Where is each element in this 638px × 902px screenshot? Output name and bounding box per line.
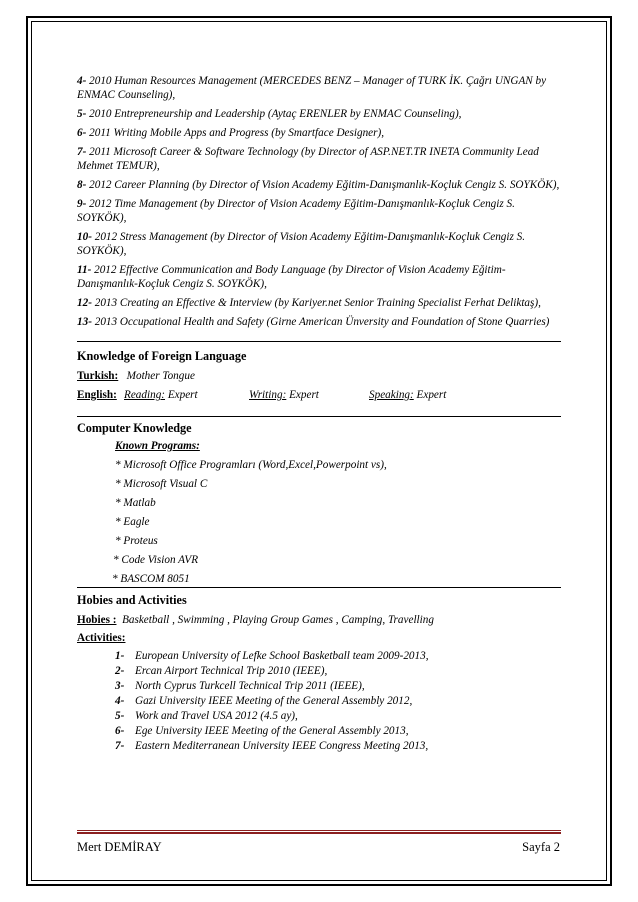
turkish-row xyxy=(77,369,561,383)
writing-label: Writing: xyxy=(249,389,287,401)
footer-author: Mert DEMİRAY xyxy=(77,840,162,854)
hobies-value: Basketball , Swimming , Playing Group Games , Camping, Travelling xyxy=(122,614,434,626)
turkish-label: Turkish: xyxy=(77,370,119,382)
reading-label: Reading: xyxy=(124,389,166,401)
computer-section xyxy=(77,421,561,586)
hobies-row xyxy=(77,613,561,627)
known-programs-label: Known Programs: xyxy=(115,440,200,452)
section-title: Computer Knowledge xyxy=(77,421,192,435)
document-body xyxy=(77,74,561,754)
activities-label-row xyxy=(77,631,561,645)
writing-value: Expert xyxy=(289,389,319,401)
activity-item: 2- Ercan Airport Technical Trip 2010 (IEEE), xyxy=(115,665,328,677)
section-title: Hobies and Activities xyxy=(77,593,187,607)
program-item: * Eagle xyxy=(115,516,150,528)
course-item: 5- 2010 Entrepreneurship and Leadership (Aytaç ERENLER by ENMAC Counseling), xyxy=(77,108,462,120)
activity-item: 5- Work and Travel USA 2012 (4.5 ay), xyxy=(115,710,298,722)
turkish-value: Mother Tongue xyxy=(126,370,195,382)
program-item: * Microsoft Office Programları (Word,Excel,Powerpoint vs), xyxy=(115,459,387,471)
section-divider xyxy=(77,416,561,417)
activity-item: 6- Ege University IEEE Meeting of the General Assembly 2013, xyxy=(115,725,409,737)
activity-item: 4- Gazi University IEEE Meeting of the General Assembly 2012, xyxy=(115,695,413,707)
course-item: 6- 2011 Writing Mobile Apps and Progress (by Smartface Designer), xyxy=(77,127,385,139)
program-item: * Matlab xyxy=(115,497,156,509)
courses-list xyxy=(77,74,561,329)
section-title: Knowledge of Foreign Language xyxy=(77,349,247,363)
activities-list xyxy=(77,649,561,753)
course-item: 8- 2012 Career Planning (by Director of Vision Academy Eğitim-Danışmanlık-Koçluk Cengiz S. SOYKÖK), xyxy=(77,179,560,191)
section-divider xyxy=(77,587,561,588)
reading-value: Expert xyxy=(167,389,198,401)
footer-page-number: Sayfa 2 xyxy=(522,840,560,854)
program-item: * Code Vision AVR xyxy=(113,554,199,566)
activity-item: 3- North Cyprus Turkcell Technical Trip 2011 (IEEE), xyxy=(115,680,365,692)
program-item: * BASCOM 8051 xyxy=(112,573,190,585)
footer-rule xyxy=(77,830,561,834)
speaking-value: Expert xyxy=(416,389,447,401)
activity-item: 7- Eastern Mediterranean University IEEE Congress Meeting 2013, xyxy=(115,740,429,752)
course-item: 9- 2012 Time Management (by Director of Vision Academy Eğitim-Danışmanlık-Koçluk Cengiz S. SOYKÖK), xyxy=(77,198,515,224)
course-item: 10- 2012 Stress Management (by Director of Vision Academy Eğitim-Danışmanlık-Koçluk Cengiz S. SOYKÖK), xyxy=(77,231,526,257)
hobbies-section xyxy=(77,593,561,753)
activity-item: 1- European University of Lefke School Basketball team 2009-2013, xyxy=(115,650,429,662)
english-label: English: xyxy=(77,389,117,401)
program-item: * Proteus xyxy=(115,535,158,547)
activities-label: Activities: xyxy=(77,632,126,644)
course-item: 4- 2010 Human Resources Management (MERCEDES BENZ – Manager of TURK İK. Çağrı UNGAN by ENMAC Counseling), xyxy=(77,75,547,101)
course-item: 12- 2013 Creating an Effective & Interview (by Kariyer.net Senior Training Specialist Ferhat Deliktaş), xyxy=(77,297,541,309)
program-item: * Microsoft Visual C xyxy=(115,478,208,490)
english-row xyxy=(77,388,561,402)
section-divider xyxy=(77,341,561,342)
course-item: 11- 2012 Effective Communication and Body Language (by Director of Vision Academy Eğitim-Danışmanlık-Koçluk Cengiz S. SOYKÖK), xyxy=(77,264,506,290)
language-section xyxy=(77,349,561,402)
course-item: 7- 2011 Microsoft Career & Software Technology (by Director of ASP.NET.TR INETA Community Lead Mehmet TEMUR), xyxy=(77,146,539,172)
speaking-label: Speaking: xyxy=(369,389,414,401)
course-item: 13- 2013 Occupational Health and Safety (Girne American Ünversity and Foundation of Stone Quarries) xyxy=(77,316,550,328)
hobies-label: Hobies : xyxy=(77,614,117,626)
